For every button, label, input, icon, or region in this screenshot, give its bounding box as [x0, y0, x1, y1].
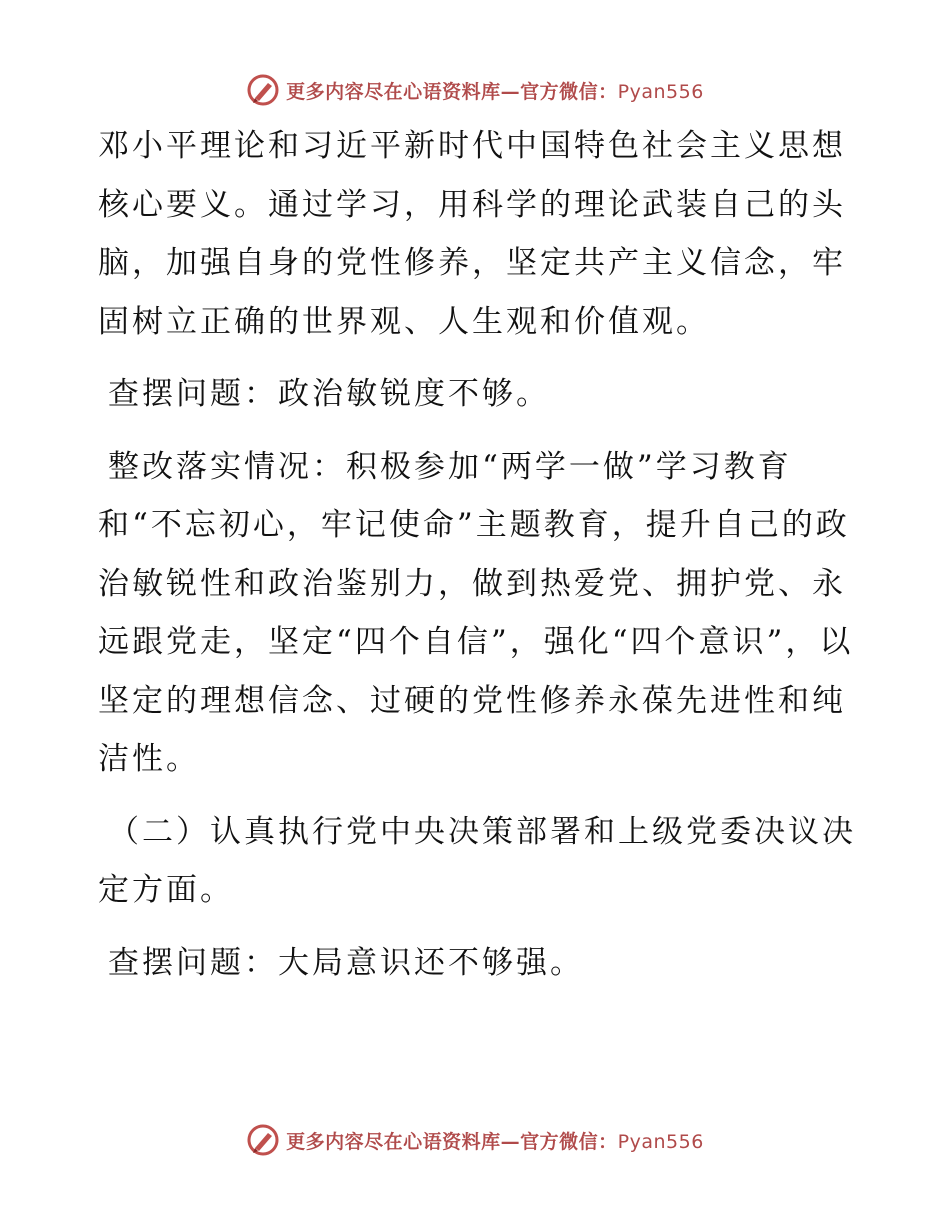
paragraph-theory-study: 邓小平理论和习近平新时代中国特色社会主义思想核心要义。通过学习，用科学的理论武装自己的头脑，加强自身的党性修养，坚定共产主义信念，牢固树立正确的世界观、人生观和价值观。: [98, 128, 846, 340]
paragraph-section-heading-two: （二）认真执行党中央决策部署和上级党委决议决定方面。: [98, 813, 856, 908]
header-watermark: [0, 70, 950, 110]
watermark-wechat-id: Pyan556: [617, 1130, 704, 1153]
document-body: [98, 117, 858, 992]
footer-watermark: [0, 1120, 950, 1160]
watermark-prefix: 更多内容尽在心语资料库—官方微信：: [286, 80, 618, 103]
paragraph-issue-political-sensitivity: 查摆问题：政治敏锐度不够。: [108, 376, 550, 412]
paragraph-rectification-status: 整改落实情况：积极参加“两学一做”学习教育和“不忘初心，牢记使命”主题教育，提升自己的政治敏锐性和政治鉴别力，做到热爱党、拥护党、永远跟党走，坚定“四个自信”，强化“四个意识”，以坚定的理想信念、过硬的党性修养永葆先进性和纯洁性。: [98, 448, 854, 777]
watermark-text: [286, 77, 704, 104]
pen-logo-icon: [246, 1123, 280, 1157]
watermark-text: [286, 1127, 704, 1154]
watermark-wechat-id: Pyan556: [617, 80, 704, 103]
pen-logo-icon: [246, 73, 280, 107]
watermark-prefix: 更多内容尽在心语资料库—官方微信：: [286, 1130, 618, 1153]
paragraph-issue-big-picture: 查摆问题：大局意识还不够强。: [108, 944, 584, 981]
